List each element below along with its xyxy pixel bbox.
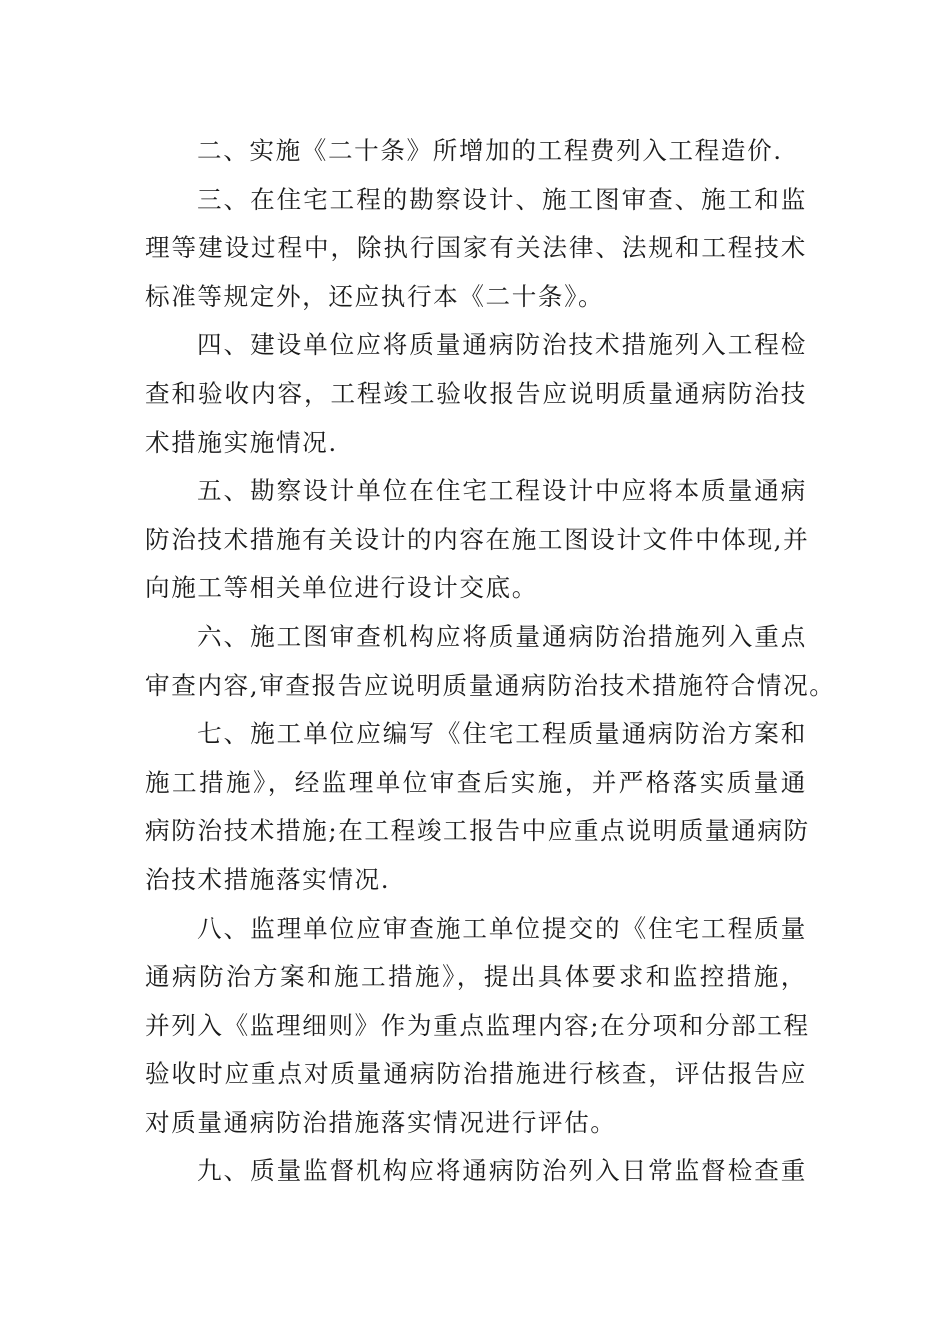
paragraph-7	[145, 710, 810, 904]
document-body	[145, 127, 836, 1196]
text-line: 三、在住宅工程的勘察设计、施工图审查、施工和监	[197, 184, 807, 214]
paragraph-2	[145, 127, 807, 176]
text-line: 审查内容,审查报告应说明质量通病防治技术措施符合情况。	[145, 670, 836, 700]
text-line: 术措施实施情况.	[145, 427, 338, 457]
text-line: 施工措施》，经监理单位审查后实施，并严格落实质量通	[145, 767, 807, 797]
text-line: 治技术措施落实情况.	[145, 864, 391, 894]
paragraph-6	[145, 613, 836, 710]
text-line: 标准等规定外，还应执行本《二十条》。	[145, 281, 605, 311]
paragraph-3	[145, 176, 807, 322]
text-line: 查和验收内容，工程竣工验收报告应说明质量通病防治技	[145, 378, 807, 408]
text-line: 对质量通病防治措施落实情况进行评估。	[145, 1107, 617, 1137]
text-line: 二、实施《二十条》所增加的工程费列入工程造价.	[197, 136, 783, 165]
text-line: 验收时应重点对质量通病防治措施进行核查，评估报告应	[145, 1059, 807, 1089]
paragraph-4	[145, 321, 807, 467]
paragraph-9	[145, 1147, 807, 1196]
text-line: 六、施工图审查机构应将质量通病防治措施列入重点	[197, 621, 807, 651]
paragraph-5	[145, 467, 810, 613]
text-line: 向施工等相关单位进行设计交底。	[145, 573, 538, 603]
text-line: 病防治技术措施;在工程竣工报告中应重点说明质量通病防	[145, 816, 810, 846]
text-line: 并列入《监理细则》作为重点监理内容;在分项和分部工程	[145, 1010, 810, 1040]
text-line: 八、监理单位应审查施工单位提交的《住宅工程质量	[197, 913, 807, 943]
text-line: 五、勘察设计单位在住宅工程设计中应将本质量通病	[197, 476, 807, 506]
text-line: 防治技术措施有关设计的内容在施工图设计文件中体现,并	[145, 524, 810, 554]
text-line: 七、施工单位应编写《住宅工程质量通病防治方案和	[197, 719, 807, 749]
paragraph-8	[145, 905, 810, 1148]
text-line: 理等建设过程中，除执行国家有关法律、法规和工程技术	[145, 233, 807, 263]
text-line: 九、质量监督机构应将通病防治列入日常监督检查重	[197, 1156, 807, 1186]
text-line: 四、建设单位应将质量通病防治技术措施列入工程检	[197, 330, 807, 360]
text-line: 通病防治方案和施工措施》，提出具体要求和监控措施，	[145, 962, 807, 992]
